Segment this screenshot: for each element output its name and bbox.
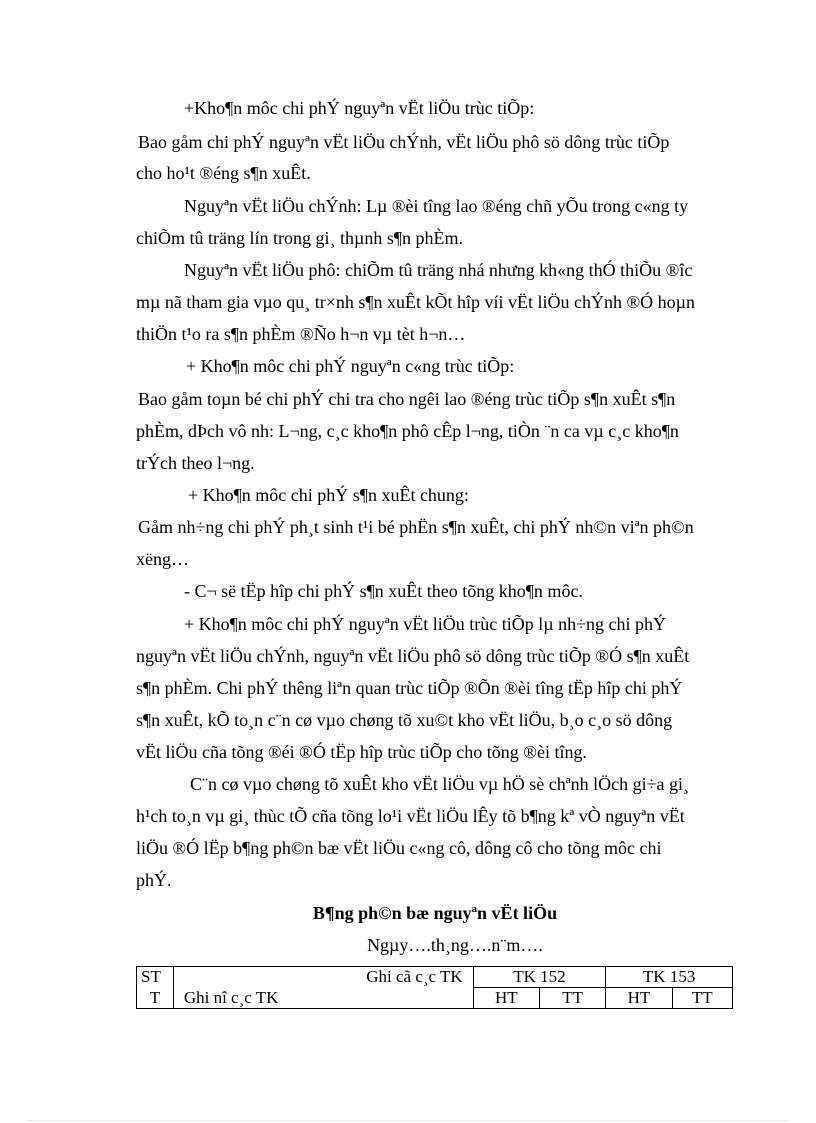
tk152-header: TK 152: [473, 967, 606, 988]
text-line: C¨n cø vµo chøng tõ xuÊt kho vËt liÖu vµ hÖ sè chªnh lÖch gi÷a gi¸: [190, 774, 690, 794]
text-line: Nguyªn vËt liÖu phô: chiÕm tû träng nhá nhưng kh«ng thÓ thiÕu ®îc: [184, 260, 693, 280]
text-line: phÈm, dÞch vô nh: L¬ng, c¸c kho¶n phô cÊp l¬ng, tiÒn ¨n ca vµ c¸c kho¶n: [136, 421, 679, 441]
allocation-table: [136, 966, 733, 1009]
page-bottom-divider: [28, 1120, 788, 1121]
text-line: Nguyªn vËt liÖu chÝnh: Lµ ®èi tîng lao ®éng chñ yÕu trong c«ng ty: [184, 196, 689, 216]
heading-labor-cost: + Kho¶n môc chi phÝ nguyªn c«ng trùc tiÕp:: [186, 356, 515, 376]
tk152-tt: TT: [540, 988, 606, 1009]
text-line: phÝ.: [136, 870, 172, 890]
text-line: Bao gåm toµn bé chi phÝ chi tra cho ngêi lao ®éng trùc tiÕp s¶n xuÊt s¶n: [138, 389, 676, 409]
text-line: h¹ch to¸n vµ gi¸ thùc tÕ cña tõng lo¹i vËt liÖu lÊy tõ b¶ng kª vÒ nguyªn vËt: [136, 806, 685, 826]
text-line: chiÕm tû träng lín trong gi¸ thµnh s¶n phÈm.: [136, 228, 463, 248]
table-date: Ngµy….th¸ng….n¨m….: [367, 935, 543, 955]
table-header-row: [137, 967, 733, 988]
text-line: xëng…: [136, 549, 189, 569]
text-line: [138, 132, 738, 152]
text-line: nguyªn vËt liÖu chÝnh, nguyªn vËt liÖu phô sö dông trùc tiÕp ®Ó s¶n xuÊt: [136, 646, 690, 666]
heading-material-cost: +Kho¶n môc chi phÝ nguyªn vËt liÖu trùc tiÕp:: [184, 98, 535, 118]
text-line: cho ho¹t ®éng s¶n xuÊt.: [136, 163, 311, 183]
tk153-tt: TT: [672, 988, 732, 1009]
line-text: Bao gåm chi phÝ nguyªn vËt liÖu chÝnh, vËt liÖu phô sö dông trùc tiÕp: [138, 132, 670, 152]
tk153-header: TK 153: [606, 967, 733, 988]
table-subheader-row: [137, 988, 733, 1009]
tk152-ht: HT: [473, 988, 539, 1009]
heading-basis: - C¬ së tËp hîp chi phÝ s¶n xuÊt theo tõng kho¶n môc.: [184, 581, 583, 601]
heading-overhead-cost: + Kho¶n môc chi phÝ s¶n xuÊt chung:: [188, 485, 469, 505]
table-title: B¶ng ph©n bæ nguyªn vËt liÖu: [312, 903, 558, 923]
text-line: + Kho¶n môc chi phÝ nguyªn vËt liÖu trùc tiÕp lµ nh÷ng chi phÝ: [184, 614, 666, 634]
text-line: liÖu ®Ó lËp b¶ng ph©n bæ vËt liÖu c«ng cô, dông cô cho tõng môc chi: [136, 838, 662, 858]
stt-header-bottom: T: [137, 988, 174, 1009]
credit-label: Ghi cã c¸c TK: [173, 967, 473, 988]
stt-header-top: ST: [137, 967, 174, 988]
tk153-ht: HT: [606, 988, 672, 1009]
text-line: thiÖn t¹o ra s¶n phÈm ®Ño h¬n vµ tèt h¬n…: [136, 324, 466, 344]
text-line: trÝch theo l¬ng.: [136, 453, 255, 473]
text-line: s¶n phÈm. Chi phÝ thêng liªn quan trùc tiÕp ®Õn ®èi tîng tËp hîp chi phÝ: [136, 678, 683, 698]
debit-label: Ghi nî c¸c TK: [173, 988, 473, 1009]
text-line: vËt liÖu cña tõng ®éi ®Ó tËp hîp trùc tiÕp cho tõng ®èi tîng.: [136, 742, 587, 762]
text-line: mµ nã tham gia vµo qu¸ tr×nh s¶n xuÊt kÕt hîp víi vËt liÖu chÝnh ®Ó hoµn: [136, 292, 696, 312]
text-line: Gåm nh÷ng chi phÝ ph¸t sinh t¹i bé phËn s¶n xuÊt, chi phÝ nh©n viªn ph©n: [138, 517, 694, 537]
text-line: s¶n xuÊt, kÕ to¸n c¨n cø vµo chøng tõ xu©t kho vËt liÖu, b¸o c¸o sö dông: [136, 710, 673, 730]
